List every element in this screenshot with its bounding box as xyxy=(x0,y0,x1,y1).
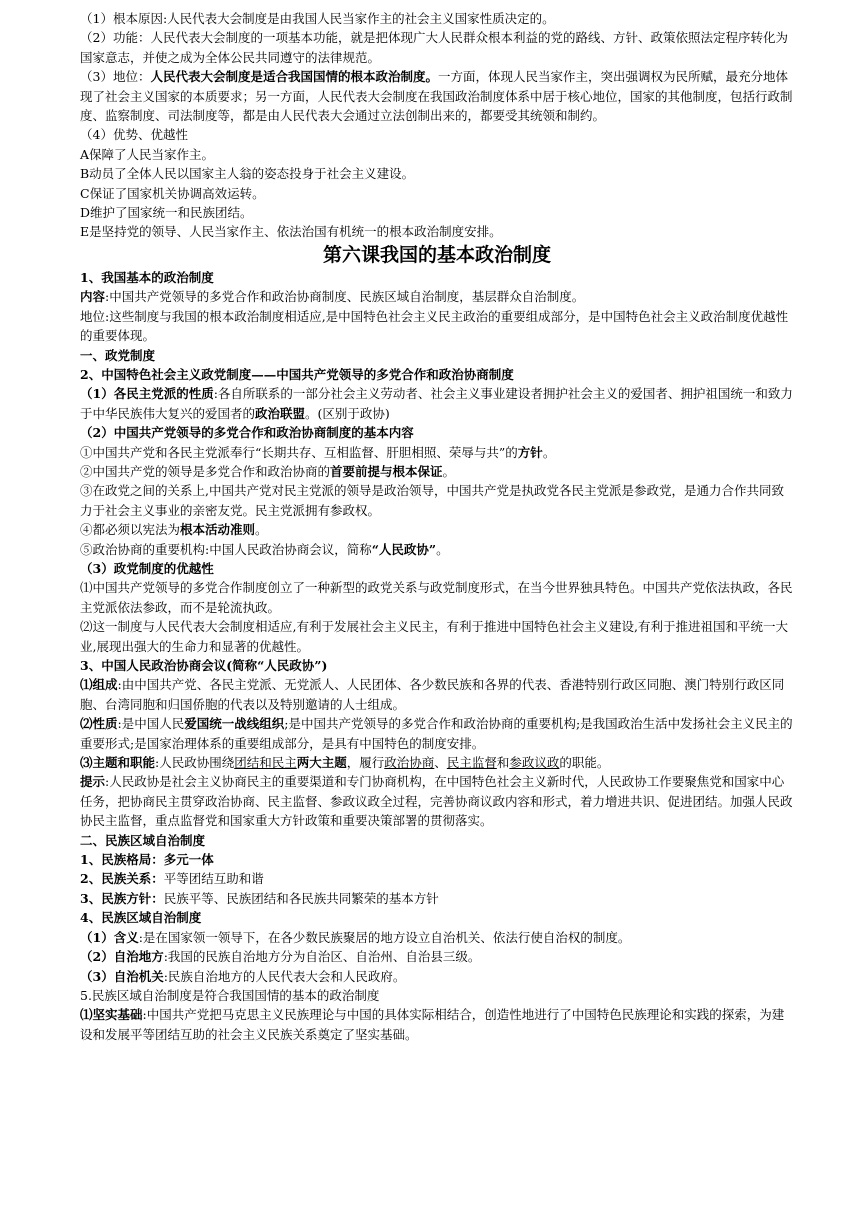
nature-label: （1）各民主党派的性质 xyxy=(80,386,214,402)
paragraph-properties xyxy=(80,714,794,753)
c5-text: ⑤政治协商的重要机构:中国人民政治协商会议，简称 xyxy=(80,541,372,557)
c5-tail: 。 xyxy=(436,541,449,557)
nature-text: :各自所联系的一部分社会主义劳动者、社会主义事业建设者拥护社会主义的爱国者、拥护祖国统一和致力于中华民族伟大复兴的爱国者的 xyxy=(80,386,793,421)
c2-text: ②中国共产党的领导是多党合作和政治协商的 xyxy=(80,463,331,479)
paragraph-composition xyxy=(80,675,794,714)
ethnic-5-1-text: :中国共产党把马克思主义民族理论与中国的具体实际相结合，创造性地进行了中国特色民族理论和实践的探索，为建设和发展平等团结互助的社会主义民族关系奠定了坚实基础。 xyxy=(80,1007,785,1042)
paragraph-advantages-heading: （4）优势、优越性 xyxy=(80,127,188,143)
list-item-c: C保证了国家机关协调高效运转。 xyxy=(80,185,265,201)
ethnic-sub-2-label: （2）自治地方 xyxy=(80,949,164,965)
paragraph-theme xyxy=(80,753,794,772)
tip-label: 提示 xyxy=(80,774,106,790)
ethnic-sub-2-text: :我国的民族自治地方分为自治区、自治州、自治县三级。 xyxy=(163,949,481,965)
theme-underline-3: 民主监督 xyxy=(446,755,497,771)
properties-label: ⑵性质 xyxy=(80,716,118,732)
ethnic-item-3 xyxy=(80,889,794,908)
status-text: 一方面，体现人民当家作主，突出强调权为民所赋，最充分地体现了社会主义国家的本质要求；另一方面，人民代表大会制度在我国政治制度体系中居于核心地位，国家的其他制度，包括行政制度、监察制度、司法制度等，都是由人民代表大会通过立法创制出来的，都要受其统领和制约。 xyxy=(80,69,793,124)
heading-party-system: 一、政党制度 xyxy=(80,347,156,363)
ethnic-sub-1-label: （1）含义 xyxy=(80,929,139,945)
ethnic-item-1 xyxy=(80,850,794,869)
heading-cppcc: 3、中国人民政治协商会议(简称“人民政协”) xyxy=(80,658,328,673)
paragraph-status xyxy=(80,67,794,125)
ethnic-5-1-label: ⑴坚实基础 xyxy=(80,1007,143,1023)
list-item-b: B动员了全体人民以国家主人翁的姿态投身于社会主义建设。 xyxy=(80,166,415,182)
ethnic-1-label: 1、民族格局： xyxy=(80,852,164,868)
content-item-3: ③在政党之间的关系上,中国共产党对民主党派的领导是政治领导，中国共产党是执政党各民主党派是参政党，是通力合作共同致力于社会主义事业的亲密友党。民主党派拥有参政权。 xyxy=(80,483,784,518)
ethnic-1-text: 多元一体 xyxy=(163,852,214,868)
theme-text-a: :人民政协围绕 xyxy=(155,755,235,771)
properties-text-c: ;是中国共产党领导的多党合作和政治协商的重要机构;是我国政治生活中发扬社会主义民主的重要形式;是国家治理体系的重要组成部分，是具有中国特色的制度安排。 xyxy=(80,716,793,751)
ethnic-2-text: 平等团结互助和谐 xyxy=(163,871,264,887)
composition-text: :由中国共产党、各民主党派、无党派人、人民团体、各少数民族和各界的代表、香港特别行政区同胞、澳门特别行政区同胞、台湾同胞和归国侨胞的代表以及特别邀请的人士组成。 xyxy=(80,677,785,712)
list-item-e: E是坚持党的领导、人民当家作主、依法治国有机统一的根本政治制度安排。 xyxy=(80,224,502,240)
paragraph-tip xyxy=(80,772,794,830)
list-item-d: D维护了国家统一和民族团结。 xyxy=(80,205,253,221)
c4-tail: 。 xyxy=(255,522,268,538)
heading-basic-system: 1、我国基本的政治制度 xyxy=(80,269,214,285)
theme-tail: 的职能。 xyxy=(559,755,610,771)
ethnic-item-4: 4、民族区域自治制度 xyxy=(80,910,202,926)
ethnic-sub-3 xyxy=(80,967,794,986)
ethnic-sub-1 xyxy=(80,928,794,947)
ethnic-sub-2 xyxy=(80,947,794,966)
composition-label: ⑴组成 xyxy=(80,677,118,693)
theme-label: ⑶主题和职能 xyxy=(80,755,156,771)
advantage-item-1: ⑴中国共产党领导的多党合作制度创立了一种新型的政党关系与政党制度形式，在当今世界独具特色。中国共产党依法执政，各民主党派依法参政，而不是轮流执政。 xyxy=(80,580,793,615)
theme-underline-1: 团结和民主 xyxy=(234,755,297,771)
status-bold: 人民代表大会制度是适合我国国情的根本政治制度。 xyxy=(150,69,438,85)
c4-bold: 根本活动准则 xyxy=(180,522,256,538)
paragraph-function: （2）功能：人民代表大会制度的一项基本功能，就是把体现广大人民群众根本利益的党的路线、方针、政策依照法定程序转化为国家意志，并使之成为全体公民共同遵守的法律规范。 xyxy=(80,30,788,65)
nature-tail: 。(区别于政协) xyxy=(305,405,390,421)
properties-bold: 爱国统一战线组织 xyxy=(184,716,285,732)
c1-text: ①中国共产党和各民主党派奉行“长期共存、互相监督、肝胆相照、荣辱与共”的 xyxy=(80,444,518,460)
heading-party-advantages: （3）政党制度的优越性 xyxy=(80,560,214,576)
c2-tail: 。 xyxy=(442,463,456,479)
content-text: :中国共产党领导的多党合作和政治协商制度、民族区域自治制度，基层群众自治制度。 xyxy=(105,289,585,305)
theme-sep-2: 和 xyxy=(496,755,510,771)
content-label: 内容 xyxy=(80,289,106,305)
theme-text-c: ，履行 xyxy=(346,755,385,771)
properties-text-a: :是中国人民 xyxy=(117,716,185,732)
paragraph-root-cause: （1）根本原因:人民代表大会制度是由我国人民当家作主的社会主义国家性质决定的。 xyxy=(80,11,555,26)
ethnic-item-2 xyxy=(80,869,794,888)
ethnic-sub-3-label: （3）自治机关 xyxy=(80,968,164,984)
paragraph-party-nature xyxy=(80,384,794,423)
nature-bold: 政治联盟 xyxy=(255,405,306,421)
c2-bold: 首要前提与根本保证 xyxy=(330,463,443,479)
c1-tail: 。 xyxy=(542,444,556,460)
content-item-2 xyxy=(80,462,794,481)
ethnic-sub-5-1 xyxy=(80,1005,794,1044)
c5-bold: “人民政协” xyxy=(371,541,437,557)
ethnic-3-label: 3、民族方针： xyxy=(80,890,164,906)
tip-text: :人民政协是社会主义协商民主的重要渠道和专门协商机构，在中国特色社会主义新时代，人民政协工作要聚焦党和国家中心任务，把协商民主贯穿政治协商、民主监督、参政议政全过程，完善协商议政内容和形式，着力增进共识、促进团结。加强人民政协民主监督，重点监督党和国家重大方针政策和重要决策部署的贯彻落实。 xyxy=(80,774,793,829)
theme-underline-2: 政治协商 xyxy=(384,755,435,771)
ethnic-sub-3-text: :民族自治地方的人民代表大会和人民政府。 xyxy=(163,968,406,984)
c4-text: ④都必须以宪法为 xyxy=(80,522,181,538)
ethnic-sub-1-text: :是在国家领一领导下，在各少数民族聚居的地方设立自治机关、依法行使自治权的制度。 xyxy=(138,929,631,945)
theme-underline-4: 参政议政 xyxy=(509,755,560,771)
content-item-1 xyxy=(80,443,794,462)
paragraph-content xyxy=(80,287,794,306)
heading-party-system-detail: 2、中国特色社会主义政党制度——中国共产党领导的多党合作和政治协商制度 xyxy=(80,366,514,382)
ethnic-2-label: 2、民族关系： xyxy=(80,871,164,887)
paragraph-basic-status: 地位:这些制度与我国的根本政治制度相适应,是中国特色社会主义民主政治的重要组成部分，是中国特色社会主义政治制度优越性的重要体现。 xyxy=(80,308,789,344)
ethnic-3-text: 民族平等、民族团结和各民族共同繁荣的基本方针 xyxy=(163,890,439,906)
theme-sep-1: 、 xyxy=(434,755,447,771)
heading-ethnic-autonomy: 二、民族区域自治制度 xyxy=(80,832,206,848)
content-item-4 xyxy=(80,520,794,539)
ethnic-item-5: 5.民族区域自治制度是符合我国国情的基本的政治制度 xyxy=(80,987,380,1003)
content-item-5 xyxy=(80,540,794,559)
heading-basic-content: （2）中国共产党领导的多党合作和政治协商制度的基本内容 xyxy=(80,425,414,441)
list-item-a: A保障了人民当家作主。 xyxy=(80,146,215,162)
lesson-title: 第六课我国的基本政治制度 xyxy=(322,243,551,266)
theme-bold: 两大主题 xyxy=(296,755,347,771)
c1-bold: 方针 xyxy=(517,444,543,460)
advantage-item-2: ⑵这一制度与人民代表大会制度相适应,有利于发展社会主义民主，有利于推进中国特色社会主义建设,有利于推进祖国和平统一大业,展现出强大的生命力和显著的优越性。 xyxy=(80,619,788,654)
status-label: （3）地位： xyxy=(80,69,151,85)
